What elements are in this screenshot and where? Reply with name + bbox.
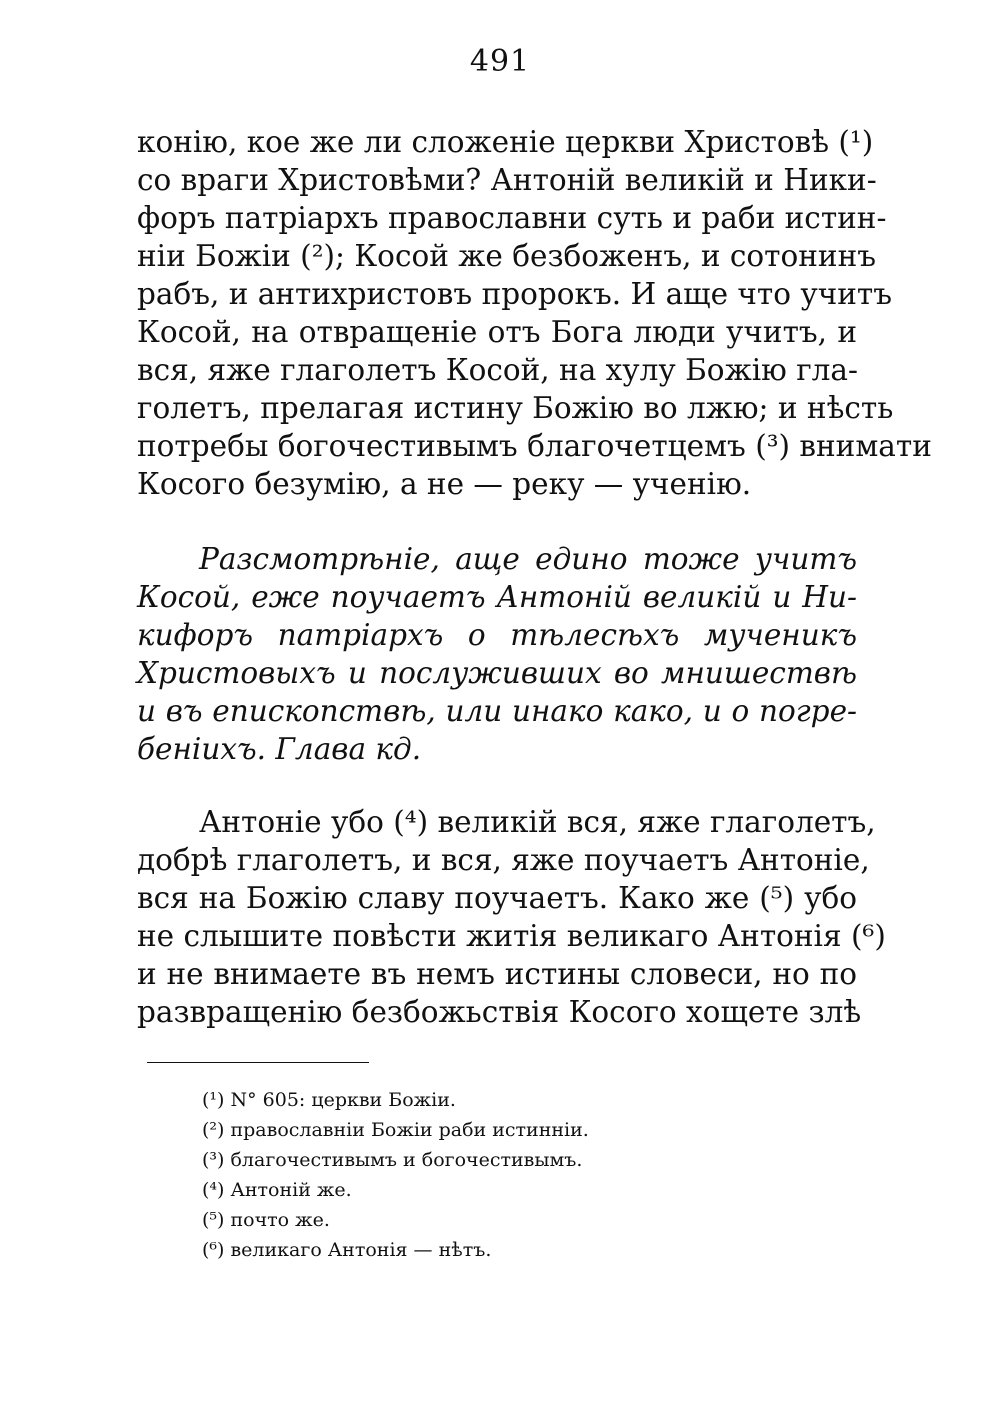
text-line: рабъ, и антихристовъ пророкъ. И аще что учитъ: [137, 277, 893, 311]
heading-line: Разсмотрѣніе, аще едино тоже учитъ: [199, 542, 857, 576]
heading-line: Христовыхъ и послуживших во мнишествѣ: [137, 656, 857, 690]
text-line: не слышите повѣсти житія великаго Антонія (⁶): [137, 919, 886, 953]
footnote: (⁵) почто же.: [202, 1209, 330, 1231]
text-line: конію, кое же ли сложеніе церкви Христовѣ (¹): [137, 125, 874, 159]
text-line: вся на Божію славу поучаетъ. Како же (⁵) убо: [137, 881, 857, 915]
text-line: форъ патріархъ православни суть и раби истин-: [137, 201, 887, 235]
text-line: Косой, на отвращеніе отъ Бога люди учитъ, и: [137, 315, 857, 349]
heading-line: Косой, еже поучаетъ Антоній великій и Ни-: [137, 580, 857, 614]
footnote: (⁶) великаго Антонія — нѣтъ.: [202, 1239, 492, 1261]
text-line: ніи Божіи (²); Косой же безбоженъ, и сотонинъ: [137, 239, 876, 273]
body-paragraph-1: [137, 123, 932, 503]
text-line: со враги Христовѣми? Антоній великій и Ники-: [137, 163, 877, 197]
heading-line: и въ епископствѣ, или инако како, и о погре-: [137, 694, 857, 728]
footnote: (⁴) Антоній же.: [202, 1179, 352, 1201]
text-line: и не внимаете въ немъ истины словеси, но по: [137, 957, 857, 991]
footnotes: [202, 1085, 702, 1265]
heading-line: беніихъ. Глава кд.: [137, 732, 422, 766]
footnote: (³) благочестивымъ и богочестивымъ.: [202, 1149, 583, 1171]
text-line: Антоніе убо (⁴) великій вся, яже глаголетъ,: [199, 805, 876, 839]
text-line: Косого безумію, а не — реку — ученію.: [137, 467, 752, 501]
body-paragraph-2: [137, 803, 886, 1031]
text-line: добрѣ глаголетъ, и вся, яже поучаетъ Антоніе,: [137, 843, 870, 877]
footnote: (²) православніи Божіи раби истинніи.: [202, 1119, 589, 1141]
chapter-heading: [137, 540, 857, 768]
text-line: вся, яже глаголетъ Косой, на хулу Божію гла-: [137, 353, 858, 387]
text-line: потребы богочестивымъ благочетцемъ (³) внимати: [137, 429, 932, 463]
page-number: 491: [469, 44, 531, 79]
text-line: развращенію безбожьствія Косого хощете злѣ: [137, 995, 862, 1029]
text-line: голетъ, прелагая истину Божію во лжю; и нѣсть: [137, 391, 894, 425]
heading-line: кифоръ патріархъ о тѣлесѣхъ мученикъ: [137, 618, 857, 652]
footnote-divider: [147, 1062, 369, 1063]
footnote: (¹) N° 605: церкви Божіи.: [202, 1089, 456, 1111]
